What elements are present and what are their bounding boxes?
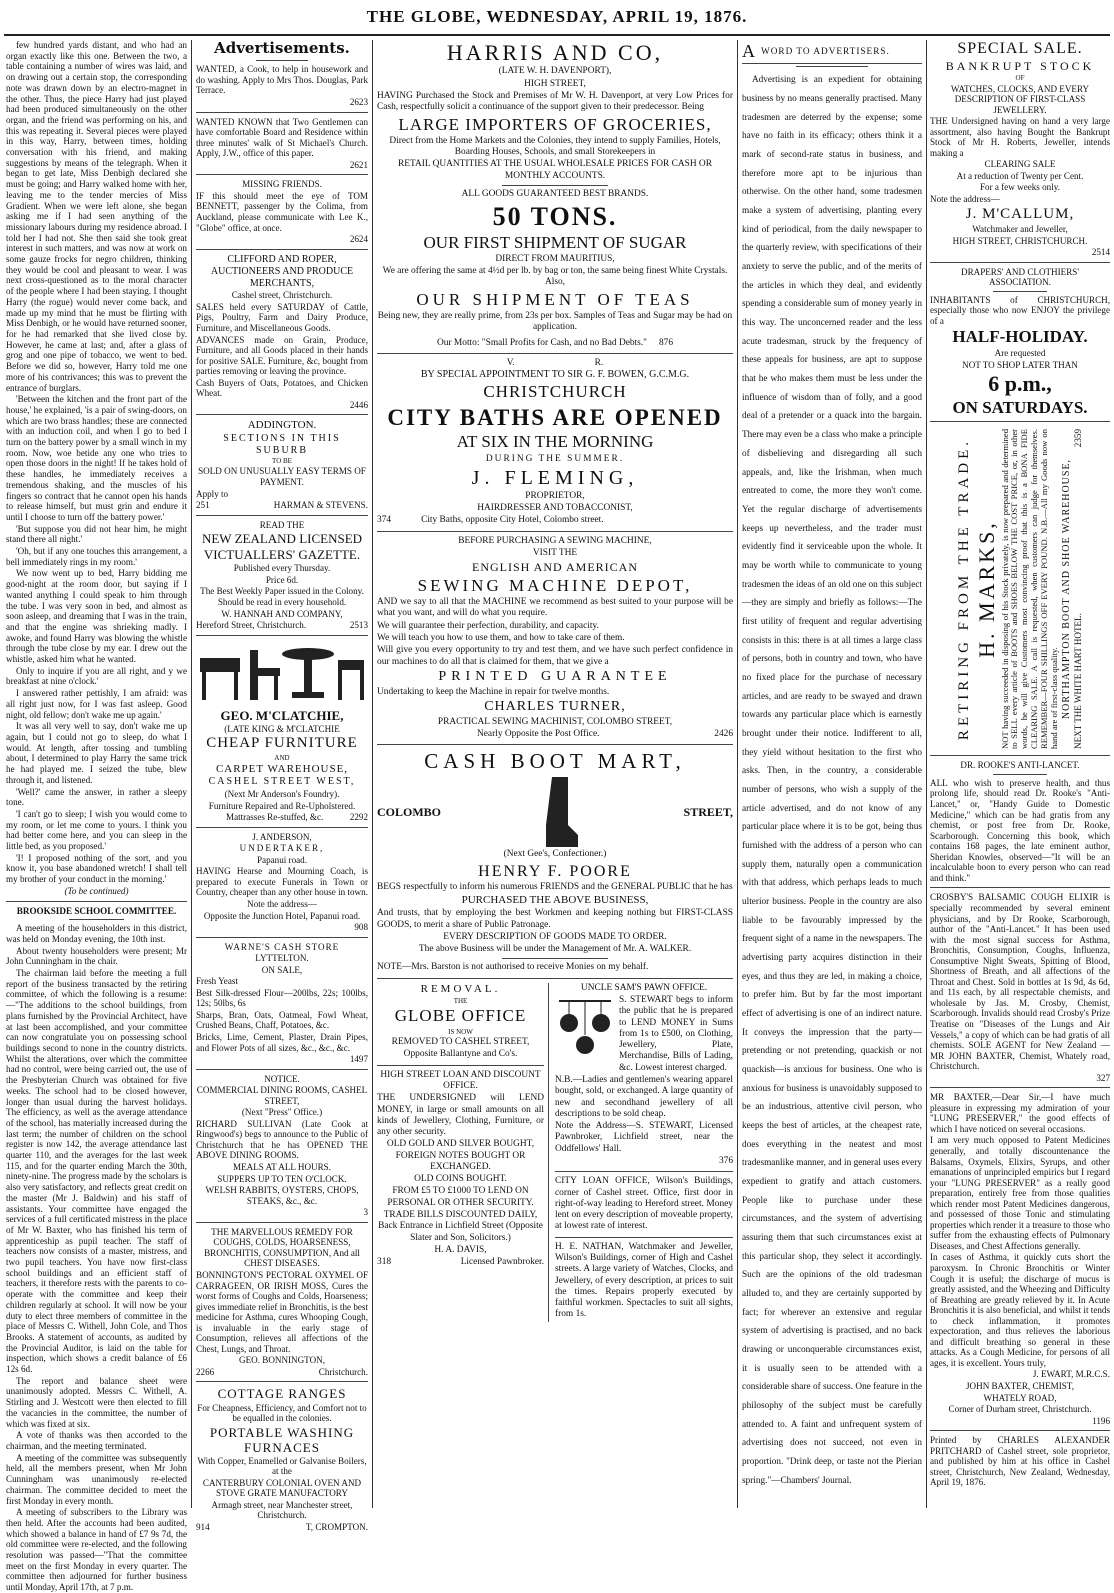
- story-paragraph: Only to inquire if you are all right, and y we breakfast at nine o'clock.': [6, 665, 187, 687]
- brookside-paragraph: A vote of thanks was then accorded to the chairman, and the meeting terminated.: [6, 1430, 187, 1451]
- stewart-body: S. STEWART begs to inform the public that he is prepared to LEND MONEY in Sums from 1s to £500, on Clothing, Jewellery, Plate, Merchandise, Bills of Lading, &c. Lowest interest charged.: [619, 995, 733, 1073]
- ad-number: 1497: [349, 1054, 368, 1065]
- brookside-paragraph: About twenty householders were present; Mr John Cunningham in the chair.: [6, 945, 187, 967]
- every-description: EVERY DESCRIPTION OF GOODS MADE TO ORDER.: [443, 931, 667, 942]
- drapers-association: DRAPERS' AND CLOTHIERS' ASSOCIATION.: [961, 266, 1079, 288]
- column-rule: [737, 40, 738, 1508]
- geo-repaired: Furniture Repaired and Re-Upholstered.: [208, 800, 356, 811]
- ewart: J. EWART, M.R.C.S.: [1032, 1369, 1110, 1380]
- sewing-machine-depot: SEWING MACHINE DEPOT,: [417, 575, 693, 595]
- brookside-paragraph: The report and balance sheet were unanimously adopted. Messrs C. Withell, A. Stirling and J. Westcott were then elected to fill the vacancies in the committee, the number of which was fixed at six.: [6, 1375, 187, 1429]
- story-paragraph: I answered rather pettishly, I am afraid: was all right just now, for I was fast asleep. Good night, old fellow; don't wake me up again.': [6, 688, 187, 720]
- uncle-sam-pawn: UNCLE SAM'S PAWN OFFICE.: [580, 982, 708, 993]
- all-goods-guaranteed: ALL GOODS GUARANTEED BEST BRANDS.: [461, 189, 649, 200]
- addington-sections: SECTIONS IN THIS SUBURB: [223, 433, 341, 456]
- furniture-illustration: [196, 640, 368, 704]
- cheap-furniture: CHEAP FURNITURE: [206, 735, 358, 752]
- cottage-ranges: COTTAGE RANGES: [217, 1386, 347, 1402]
- undersigned-lend: THE UNDERSIGNED will LEND MONEY, in large or small amounts on all kinds of Jewellery, Clothing, Furniture, or any other security.: [377, 1093, 544, 1138]
- nz-gazette-published: Published every Thursday.: [233, 563, 331, 574]
- ad-number: 1196: [1092, 1415, 1110, 1426]
- trade-bills: TRADE BILLS DISCOUNTED DAILY, Back Entrance in Lichfield Street (Opposite Slater and Son, Solicitors.): [378, 1210, 543, 1243]
- warne-item: Bricks, Lime, Cement, Plaster, Drain Pipes, and Flower Pots of all sizes, &c., &c., &c.: [196, 1032, 368, 1053]
- special-sale: SPECIAL SALE.: [957, 40, 1083, 57]
- missing-friends-title: MISSING FRIENDS.: [242, 179, 322, 190]
- h-marks: H. MARKS,: [974, 520, 1000, 658]
- before-purchasing: BEFORE PURCHASING A SEWING MACHINE,: [458, 535, 652, 546]
- undersigned-body: THE Undersigned having on hand a very large assortment, also having Bought the Bankrupt Stock of Mr H. Roberts, Jeweller, intends making a: [930, 116, 1110, 158]
- boot-icon: [544, 775, 580, 849]
- ad-number: 327: [1096, 1072, 1110, 1083]
- teas-sub: Being new, they are really prime, from 23s per box. Samples of Teas and Sugar may be had on application.: [377, 311, 733, 333]
- purchased-above: PURCHASED THE ABOVE BUSINESS,: [461, 894, 649, 907]
- few-weeks: For a few weeks only.: [980, 182, 1060, 193]
- ad-number: 908: [354, 922, 368, 933]
- removed-to: REMOVED TO CASHEL STREET,: [391, 1037, 530, 1048]
- anderson-title: UNDERTAKER,: [239, 843, 325, 854]
- pawnbroker-balls-icon: [555, 995, 615, 1057]
- newspaper-masthead-title: THE GLOBE, WEDNESDAY, APRIL 19, 1876.: [366, 7, 748, 26]
- ad-number: 376: [718, 1155, 733, 1166]
- special-appointment: BY SPECIAL APPOINTMENT TO SIR G. F. BOWEN, G.C.M.G.: [420, 369, 690, 381]
- clifford-title: CLIFFORD AND ROPER,: [227, 253, 337, 265]
- ad-number: 251: [196, 500, 210, 511]
- masthead: [0, 0, 1114, 38]
- cottage-sub: For Cheapness, Efficiency, and Comfort not to be equalled in the colonies.: [197, 1402, 367, 1424]
- removal-the: THE: [453, 996, 468, 1005]
- column-story: [6, 40, 187, 1593]
- direct-from-home: Direct from the Home Markets and the Colonies, they intend to supply Families, Hotels, Boarding Houses, Schools, and small Storekeepers in: [389, 135, 721, 158]
- printers-imprint: Printed by CHARLES ALEXANDER PRITCHARD of Cashel street, sole proprietor, and published by him at his office in Cashel street, Christchurch, New Zealand, Wednesday, April 19, 1876.: [930, 1435, 1110, 1488]
- brookside-title: BROOKSIDE SCHOOL COMMITTEE.: [16, 905, 177, 916]
- warne-item: Fresh Yeast: [196, 976, 238, 987]
- ad-number: 2266: [196, 1366, 215, 1377]
- warne-on-sale: ON SALE,: [261, 964, 303, 975]
- commercial-next: (Next "Press" Office.): [241, 1107, 323, 1118]
- addington-title: ADDINGTON.: [247, 419, 317, 432]
- on-saturdays: ON SATURDAYS.: [952, 397, 1088, 417]
- are-requested: Are requested: [994, 348, 1046, 359]
- mccallum-address: HIGH STREET, CHRISTCHURCH.: [952, 235, 1088, 246]
- ad-number: 2426: [714, 728, 733, 739]
- vr-r: R.: [594, 357, 604, 368]
- mccallum-sub: Watchmaker and Jeweller,: [972, 223, 1068, 234]
- harris-title: HARRIS AND CO,: [446, 40, 664, 65]
- bonnington-body: BONNINGTON'S PECTORAL OXYMEL OF CARRAGEEN, OR IRISH MOSS, Cures the worst forms of Coughs and Colds, Hoarseness; gives immediate relief in Bronchitis, is the best medicine for Asthma, cures Whooping Cough, is invaluable in the early stage of Consumption, relieves all affections of the Chest, Lungs, and Throat.: [196, 1269, 368, 1354]
- ad-number: 2621: [349, 159, 368, 170]
- clifford-body: SALES held every SATURDAY of Cattle, Pigs, Poultry, Farm and Dairy Produce, Furniture, and Miscellaneous Goods.: [196, 301, 368, 334]
- street: STREET,: [683, 805, 733, 820]
- crompton: T, CROMPTON.: [305, 1522, 368, 1533]
- story-paragraph: It was all very well to say, don't wake me up again, but I could not go to sleep, do what I would. At length, after tossing and tumbling about, I determined to play Harry the same trick he had played me. I seized the tube, blew through it, and listened.: [6, 721, 187, 785]
- not-to-shop: NOT TO SHOP LATER THAN: [962, 359, 1078, 370]
- story-paragraph: 'Oh, but if any one touches this arrangement, a bell immediately rings in my room.': [6, 546, 187, 567]
- opposite-ballantyne: Opposite Ballantyne and Co's.: [403, 1049, 518, 1060]
- during-summer: DURING THE SUMMER.: [485, 453, 625, 464]
- sewing-body-4: Will give you every opportunity to try and test them, and we have such perfect confidence in our machines to do all that is claimed for them, that we give a: [377, 645, 733, 667]
- high-street-loan: HIGH STREET LOAN AND DISCOUNT OFFICE.: [380, 1069, 541, 1091]
- fleming-address: City Baths, opposite City Hotel, Colombo street.: [421, 515, 604, 526]
- story-paragraph: 'I can't go to sleep; I wish you would come to my room, or let me come to yours. I think you had better come here, and you can sleep in the little bed, as you proposed.': [6, 808, 187, 852]
- clifford-subtitle: AUCTIONEERS AND PRODUCE MERCHANTS,: [210, 266, 354, 289]
- geo-mattress: Mattrasses Re-stuffed, &c.: [226, 812, 324, 823]
- visit-the: VISIT THE: [532, 548, 578, 559]
- sewing-body-1: AND we say to all that the MACHINE we recommend as best suited to your purpose will be what you want, and will do what you require.: [377, 597, 733, 619]
- harris-street: HIGH STREET,: [524, 78, 586, 89]
- story-paragraph: 'I! I proposed nothing of the sort, and you know it, you base abandoned wretch! I shall tell my brother of your conduct in the morning.': [6, 852, 187, 885]
- column-advertisements: [196, 39, 368, 1533]
- northampton-warehouse: NORTHAMPTON BOOT AND SHOE WAREHOUSE,: [1060, 458, 1072, 719]
- shipment-of-sugar: OUR FIRST SHIPMENT OF SUGAR: [423, 232, 687, 252]
- portable-sub: With Copper, Enamelled or Galvanise Boilers, at the: [197, 1455, 367, 1477]
- anderson-name: J. ANDERSON,: [252, 831, 312, 842]
- addington-sold: SOLD ON UNUSUALLY EASY TERMS OF PAYMENT.: [198, 466, 366, 487]
- column-rule: [191, 40, 192, 1508]
- serial-story: [6, 40, 187, 885]
- next-white-hart: NEXT THE WHITE HART HOTEL.: [1073, 612, 1084, 749]
- advertisements-heading: Advertisements.: [214, 39, 350, 57]
- clearing-sale: CLEARING SALE: [984, 159, 1056, 170]
- warne-location: LYTTELTON.: [255, 953, 309, 964]
- ad-number: 2513: [349, 620, 368, 631]
- mccallum: J. M'CALLUM,: [965, 205, 1075, 222]
- stewart-nb: N.B.—Ladies and gentlemen's wearing apparel bought, sold, or exchanged. A large quantity of new and secondhand jewellery of all descriptions to be sold cheap.: [555, 1075, 733, 1119]
- carpet-warehouse: CARPET WAREHOUSE,: [215, 762, 349, 775]
- masthead-rule: [4, 34, 1110, 36]
- nz-gazette-price: Price 6d.: [265, 574, 299, 585]
- harris-late: (LATE W. H. DAVENPORT),: [498, 66, 612, 77]
- welsh-rabbits: WELSH RABBITS, OYSTERS, CHOPS, STEAKS, &c., &c.: [205, 1185, 359, 1206]
- brookside-paragraph: A meeting of subscribers to the Library was then held. After the accounts had been audited, which showed a balance in hand of £7 9s 7d, the old committee were re-elected, and the following resolution was passed—"That the committee meet on the first Monday in every quarter. The committee then adjourned for further business until Monday, April 17th, at 7 p.m.: [6, 1507, 187, 1593]
- brookside-paragraph: A meeting of the committee was subsequently held, all the members present, when Mr John Cunningham was unanimously re-elected chairman. The committee decided to meet the first Monday in every month.: [6, 1452, 187, 1506]
- walker: The above Business will be under the Management of Mr. A. WALKER.: [418, 944, 692, 955]
- direct-from-mauritius: DIRECT FROM MAURITIUS,: [495, 253, 615, 264]
- commercial-dining: COMMERCIAL DINING ROOMS, CASHEL STREET,: [196, 1085, 368, 1106]
- christchurch: CHRISTCHURCH: [483, 382, 627, 402]
- note-address: Note the address—: [930, 194, 1000, 205]
- large-importers: LARGE IMPORTERS OF GROCERIES,: [398, 114, 712, 134]
- ad-number: 2623: [349, 97, 368, 108]
- ad-number: 876: [658, 337, 673, 348]
- motto: Our Motto: "Small Profits for Cash, and no Bad Debts.": [437, 337, 647, 348]
- nearly-opposite: Nearly Opposite the Post Office.: [477, 728, 600, 739]
- clifford-body-2: ADVANCES made on Grain, Produce, Furniture, and all Goods placed in their hands for positive SALE. Furniture, &c, bought from parties removing or leaving the province.: [196, 334, 368, 377]
- sewing-body-2: We will guarantee their perfection, durability, and capacity.: [377, 620, 599, 631]
- sugar-offering: We are offering the same at 4½d per lb. by bag or ton, the same being finest White Crystals. Also,: [382, 266, 728, 288]
- brookside-paragraph: The chairman laid before the meeting a full report of the business transacted by the retiring committee, of which the following is a resume:—"The additions to the school buildings, from plans furnished by the Provincial Architect, have at last been accomplished, and your committee can now congratulate you on possessing school buildings second to none in the country districts. Whilst the alterations, over which the committee had no control, were being carried out, the use of the Presbyterian Church was obtained for five weeks. The school had to be closed however, longer than usual during the harvest holidays. The efficiency, as well as the average attendance of the school, has materially increased during the last term; the number of children on the school register is now 142, the average attendance last quarter 110, and the averages for the last week 115, and for the quarter ending March the 30th, ninety-nine. The progress made by the scholars is also very satisfactory, and reflects great credit on the master (Mr J. Baldwin) and his staff of assistants. Your committee have engaged the services of a full certificated mistress in the place of Mr W. Baxter, who has finished his term of apprenticeship as pupil teacher. The staff of teachers now consists of a master, mistress, and two pupil teachers. You have now first-class school buildings and an efficient staff of teachers, it therefore rests with the parents to co-operate with the committee and keep their children regularly at school. It will now be your duty to elect three members of committee in the place of Messrs C. Withell, John Cole, and Thos Brooks. A statement of accounts, as audited by the Provincial Auditor, is laid on the table for inspection, which shows a credit balance of £6 12s 6d.: [6, 968, 187, 1375]
- nz-gazette-address: Hereford Street, Christchurch.: [196, 620, 307, 631]
- retiring-from-trade-ad: [930, 426, 1110, 751]
- story-paragraph: 'Well?' came the answer, in rather a sleepy tone.: [6, 786, 187, 808]
- j-fleming: J. FLEMING,: [471, 466, 639, 489]
- ad-number: 2514: [1091, 247, 1110, 258]
- anderson-body: HAVING Hearse and Mourning Coach, is prepared to execute Funerals in Town or Country, cheaper than any other house in town.: [196, 866, 368, 898]
- charles-turner: CHARLES TURNER,: [484, 698, 626, 714]
- watches-clocks: WATCHES, CLOCKS, AND EVERY DESCRIPTION OF FIRST-CLASS JEWELLERY.: [950, 83, 1090, 115]
- anderson-address: Papanui road.: [256, 854, 307, 865]
- clifford-body-3: Cash Buyers of Oats, Potatoes, and Chicken Wheat.: [196, 377, 368, 399]
- clifford-address: Cashel street, Christchurch.: [231, 290, 333, 301]
- column-rule: [926, 40, 927, 1508]
- harris-body: HAVING Purchased the Stock and Premises of Mr W. H. Davenport, at very Low Prices for Cash, respectfully solicit a continuance of the support given to their predecessor. Being: [377, 90, 733, 113]
- advertisers-article: [742, 71, 922, 1490]
- read-the: READ THE: [259, 519, 305, 530]
- advertisers-paragraph: Advertising is an expedient for obtaining business by no means generally practised. Many tradesmen are deterred by the expense; some have no faith in its efficacy; others think it a mark of second-rate status in business, and therefore more apt to be injurious than otherwise. On the other hand, some tradesmen make a system of advertising, planting every kind of periodical, from the daily newspaper to the quarterly review, with specifications of their anxiety to serve the public, and of the merits of the articles in which they deal, and evidently spending a considerable sum of money yearly in this way. The unconcerned reader and the less acute tradesman, struck by the frequency of these appeals for business, are apt to suppose that he who makes them must be less under the influence of wisdom than of folly, and a good deal of a pretender or a quack into the bargain. There may even be a class who make a principle of disbelieving and disregarding all such appeals, and, like the Irishman, when much entreated to come, the more they won't come. Yet the regular discharge of advertisements keeps up nevertheless, and the trader must evidently find it serviceable upon the whole. It may be worth while to communicate to young tradesmen the ideas of an old one on this subject—they are simply and briefly as follows:—The first utility of frequent and regular advertising consists in this: there is at all times a large class of persons, both in country and town, who have no fixed place for the purchase of necessary articles, and are ready to be swayed and drawn towards any particular place which is earnestly brought under their notice. Indifferent to all, they yield without hesitation to the first who asks. Then, in the country, a considerable number of persons, who wish a supply of the article advertised, and do not know of any particular place where it is to be got, being thus furnished with the address of a person who can supply them, naturally open a communication with that address, which perhaps leads to much ulterior business. People in the country are also liable to be favourably impressed by the frequent sight of a name in the newspapers. The advertising party acquires distinction in their eyes, and thus they are led, in making a choice, to prefer him. But by far the most important effect of advertising is one of an indirect nature. It conveys the impression that the party—pretending or not pretending, quackish or not quackish—is anxious for business. One who is anxious for business is unavoidably supposed to be an industrious, attentive civil person, who keeps the best of articles, at the cheapest rate, does everything in the neatest and most tradesmanlike manner, and in general uses every expedient to gratify and attach customers. People like to purchase under these circumstances, and the system of advertising assuring them that such circumstances exist at this particular shop, they select it accordingly. Such are the opinions of the old tradesman alluded to, and they are certainly supported by fact; for wherever an extensive and regular system of advertising is practised, and no back drawing or unconquerable circumstances exist, it is usually seen to be attended with a considerable share of success. One feature in the philosophy of the subject must be carefully attended to. A faint and unfrequent system of advertising does not succeed, not even in proportion. "Drink deep, or taste not the Pierian spring."—Chambers' Journal.: [742, 75, 922, 1486]
- stewart-note: Note the Address—S. STEWART, Licensed Pawnbroker, Lichfield street, near the Oddfellows' Hall.: [555, 1121, 733, 1154]
- nathan-watchmaker: H. E. NATHAN, Watchmaker and Jeweller, Wilson's Buildings, corner of High and Cashel streets. A large variety of Watches, Clocks, and Jewellery, of every description, at prices to suit the times. Repairs properly executed by faithful workmen. Spectacles to suit all sights, from 1s.: [555, 1241, 733, 1320]
- bankrupt-stock: BANKRUPT STOCK: [945, 58, 1095, 73]
- story-paragraph: 'But suppose you did not hear him, he might stand there all night.': [6, 523, 187, 545]
- portable-furnaces: PORTABLE WASHING FURNACES: [209, 1424, 355, 1455]
- fifty-tons: 50 TONS.: [492, 202, 618, 232]
- nz-gazette-publisher: W. HANNAH AND COMPANY,: [221, 608, 343, 619]
- city-baths-opened: CITY BATHS ARE OPENED: [387, 404, 723, 430]
- geo-late: (LATE KING & M'CLATCHIE: [224, 723, 340, 734]
- to-be-continued: (To be continued): [64, 885, 129, 896]
- geo-next: (Next Mr Anderson's Foundry).: [224, 789, 340, 800]
- marks-body: NOT having succeeded in disposing of his Stock privately, is now prepared and determined to SELL every article of BOOTS and SHOES BELOW THE COST PRICE, or, in other words, he will give Customers most convincing proof that this is a BONA FIDE CLEARING SALE. A call is requested, when customers can judge for themselves. REMEMBER—FOUR SHILLINGS OFF EVERY POUND. N.B.—All my Goods now on hand are of first-class quality.: [999, 428, 1060, 749]
- nz-gazette-title-2: VICTUALLERS' GAZETTE.: [203, 547, 361, 563]
- sullivan-body: RICHARD SULLIVAN (Late Cook at Ringwood's) begs to announce to the Public of Christchurch that he has OPENED THE ABOVE DINING ROOMS.: [196, 1118, 368, 1161]
- baxter-letter-1: MR BAXTER,—Dear Sir,—I have much pleasure in expressing my admiration of your "LUNG PRESERVER," the good effects of which I have noticed on several occasions.: [930, 1092, 1110, 1134]
- geo-and: AND: [274, 753, 290, 762]
- anderson-opposite: Opposite the Junction Hotel, Papanui road.: [203, 910, 361, 921]
- marvellous-remedy: THE MARVELLOUS REMEDY FOR COUGHS, COLDS, HOARSENESS, BRONCHITIS, CONSUMPTION, And all CHEST DISEASES.: [204, 1226, 360, 1269]
- henry-poore: HENRY F. POORE: [478, 862, 632, 880]
- column-special-sale: [930, 40, 1110, 1508]
- cash-boot-mart: CASH BOOT MART,: [424, 749, 686, 774]
- ad-number: 2446: [349, 399, 368, 410]
- brookside-paragraph: A meeting of the householders in this district, was held on Monday evening, the 10th inst.: [6, 923, 187, 944]
- poore-trusts: And trusts, that by employing the best Workmen and keeping nothing but FIRST-CLASS GOODS, to merit a share of Public Patronage.: [377, 908, 733, 930]
- half-holiday: HALF-HOLIDAY.: [952, 327, 1088, 347]
- story-paragraph: We now went up to bed, Harry bidding me good-night at the room door, but saying if I wanted anything I could speak to him through the tube. I was very soon in bed, and almost as soon asleep, and dreaming that I was in the train, and that the engine was shrieking madly. I awoke, and found Harry was blowing the whistle through the tube close by my ear. I drew out the whistle, asked him what he wanted.: [6, 568, 187, 665]
- cashel-street-west: CASHEL STREET WEST,: [208, 776, 356, 788]
- warne-items: [196, 976, 368, 1053]
- ad-number: 914: [196, 1522, 210, 1533]
- retail-quantities: RETAIL QUANTITIES AT THE USUAL WHOLESALE PRICES FOR CASH OR MONTHLY ACCOUNTS.: [398, 159, 712, 181]
- vr-v: V.: [506, 357, 515, 368]
- wanted-known-ad: WANTED KNOWN that Two Gentlemen can have comfortable Board and Residence within three minutes' walk of St Michael's Church. Apply, J.W., office of this paper.: [196, 116, 368, 159]
- crosby-elixir: CROSBY'S BALSAMIC COUGH ELIXIR is specially recommended by several eminent physicians, and by Dr Rooke, Scarborough, author of the "Anti-Lancet." It has been used with the most signal success for Asthma, Bronchitis, Consumption, Coughs, Influenza, Consumptive Night Sweats, Spitting of Blood, Shortness of Breath, and all affections of the Throat and Chest. Sold in bottles at 1s 9d, 4s 6d, and 11s each, by all respectable chemists, and wholesale by Jas. M. Crosby, Chemist, Scarborough. Invalids should read Crosby's Prize Treatise on "Diseases of the Lungs and Air Vessels," a copy of which can be had gratis of all chemists. SOLE AGENT for New Zealand — MR JOHN BAXTER, Chemist, Whately road, Christchurch.: [930, 892, 1110, 1072]
- warne-item: Sharps, Bran, Oats, Oatmeal, Fowl Wheat, Crushed Beans, Chaff, Potatoes, &c.: [196, 1009, 368, 1031]
- is-now: IS NOW: [448, 1027, 473, 1036]
- practical-machinist: PRACTICAL SEWING MACHINIST, COLOMBO STREET,: [437, 716, 673, 727]
- ad-number: 318: [377, 1257, 392, 1268]
- addington-apply: Apply to: [196, 488, 229, 499]
- sewing-body-3: We will teach you how to use them, and how to take care of them.: [377, 632, 625, 643]
- undertaking: Undertaking to keep the Machine in repair for twelve months.: [377, 686, 610, 697]
- davis-name: H. A. DAVIS,: [434, 1244, 487, 1255]
- missing-friends-ad: IF this should meet the eye of TOM BENNETT, passenger by the Colima, from Auckland, please communicate with Lee K., "Globe" office, at once.: [196, 190, 368, 233]
- bonnington-name: GEO. BONNINGTON,: [239, 1355, 325, 1366]
- column-rule: [372, 40, 373, 1508]
- drop-cap-a: A: [742, 41, 755, 61]
- inhabitants: INHABITANTS of CHRISTCHURCH, especially those who now ENJOY the privilege of a: [930, 294, 1110, 326]
- brookside-report: [6, 923, 187, 1593]
- nz-gazette-title-1: NEW ZEALAND LICENSED: [201, 531, 363, 547]
- durham-corner: Corner of Durham street, Christchurch.: [948, 1404, 1092, 1415]
- bonnington-where: Christchurch.: [318, 1366, 368, 1377]
- addington-agent: HARMAN & STEVENS.: [273, 500, 368, 511]
- hairdresser: HAIRDRESSER AND TOBACCONIST,: [477, 503, 633, 514]
- baxter-letter-2: I am very much opposed to Patent Medicines generally, and totally discountenance the Balsams, Oxymels, Elixirs, Syrups, and other emanations of unprincipled empirics but I regard your "LUNG PRESERVER" as a really good preparation, entirely free from those qualities which render most Patent Medicines dangerous, and possessed of those Tonic and stimulating properties which render it a treasure to those who suffer from the exhausting effects of Pulmonary Diseases, and Chest Affections generally.: [930, 1135, 1110, 1251]
- ad-number: 2359: [1073, 428, 1084, 448]
- warne-title: WARNE'S CASH STORE: [224, 941, 340, 952]
- armagh-street: Armagh street, near Manchester street, Christchurch.: [211, 1499, 353, 1521]
- bankrupt-of: OF: [1015, 74, 1025, 83]
- column-main-ads: [377, 40, 733, 1508]
- rooke-body: ALL who wish to preserve health, and thus prolong life, should read Dr. Rooke's "Anti-Lancet," or, "Handy Guide to Domestic Medicine," which can be had gratis from any chemist, or post free from Dr. Rooke, Scarborough. Concerning this book, which contains 168 pages, the late eminent author, Sheridan Knowles, observed—"It will be an incalculable boon to every person who can read and think.": [930, 777, 1110, 883]
- at-six: AT SIX IN THE MORNING: [456, 432, 654, 452]
- addington-to-be: TO BE: [272, 457, 292, 466]
- ad-number: 2624: [349, 234, 368, 245]
- warne-item: Best Silk-dressed Flour—200lbs, 22s; 100lbs, 12s; 50lbs, 6s: [196, 987, 368, 1009]
- whately-road: WHATELY ROAD,: [983, 1392, 1057, 1403]
- ad-number: 374: [377, 515, 392, 526]
- story-paragraph: few hundred yards distant, and who had an organ exactly like this one. Between the two, a table containing a number of wires was laid, and on drawing out a certain stop, the corresponding note was drawn down by an electro-magnet in the other. Thus, the piece Harry had just played had been produced simultaneously on the other organ, and the friend was performing on his, and this was repeating it. Several pieces were played in this way, Harry, between times, holding conversation with his friend, and making suggestions by means of the telegraph. When it began to get late, Miss Denbigh declared she must be going; and Harry walked home with her, leaving me to the tender mercies of Miss Gradient. When we were left alone, she began asking me if I had seen anything of the missionary labours during my residence abroad. I told her I had not. She then said she took great interest in such matters, and was now at work on some gauze frocks for negro children, thinking they would be cool and pleasant to wear. I was next cross-questioned as to the moral character of the people where I had been staying. I thought Harry (the rogue) would never come back, and made up my mind that he must be flirting with Miss Denbigh, or he would have returned sooner, for he had remarked that she lived close by. However, he came at last; and, after a glass of grog and one pipe of tobacco, we went to bed. Before we did so, however, Harry told me one more of his contrivances; this was to prevent the entrance of burglars.: [6, 40, 187, 393]
- from-lend: FROM £5 TO £1000 TO LEND ON PERSONAL OR OTHER SECURITY.: [387, 1186, 534, 1208]
- ad-number: 2292: [349, 812, 368, 823]
- story-paragraph: 'Between the kitchen and the front part of the house,' he explained, 'is a pair of swing-doors, on which are two brass handles; these are connected with an induction coil, and when I go to bed I turn on the battery power by a small winch in my room. Now, woe betide any one who tries to open those doors in the night! If he takes hold of these handles, he immediately receives a tremendous shaking, and the muscles of his fingers so contract that he cannot open his hands to release himself, but must grin and endure it until I choose to turn off the battery power.': [6, 394, 187, 522]
- nz-gazette-best: The Best Weekly Paper issued in the Colony. Should be read in every household.: [200, 586, 364, 607]
- six-pm: 6 p.m.,: [988, 371, 1052, 397]
- ad-number: 3: [363, 1207, 368, 1218]
- geo-mcclatchie-title: GEO. M'CLATCHIE,: [220, 707, 344, 723]
- baxter-letter-3: In cases of Asthma, it quickly cuts short the paroxysm. In Chronic Bronchitis or Winter Cough it is useful; the discharge of mucus is greatly assisted, and the Wheezing and Difficulty of Breathing are greatly relieved by it. In Acute Bronchitis it is also beneficial, and whilst it tends to check inflammation, it promotes expectoration, and thus relieves the laborious and difficult breathing so general in these attacks. As a Cough Medicine, for persons of all ages, it is excellent. Yours truly,: [930, 1252, 1110, 1368]
- davis-title: Licensed Pawnbroker.: [460, 1257, 544, 1268]
- word-to-advertisers-title: WORD TO ADVERTISERS.: [761, 46, 890, 57]
- removal: REMOVAL.: [420, 982, 501, 995]
- retiring-from-trade: RETIRING FROM THE TRADE.: [956, 437, 973, 740]
- city-loan-office: CITY LOAN OFFICE, Wilson's Buildings, corner of Cashel street. Office, first door in right-of-way leading to Hereford street. Money lent on every description of moveable property, at lowest rate of interest.: [555, 1176, 733, 1232]
- proprietor: PROPRIETOR,: [525, 490, 585, 501]
- notice-title: NOTICE.: [264, 1073, 300, 1084]
- rooke-title: DR. ROOKE'S ANTI-LANCET.: [960, 760, 1080, 771]
- baxter-chemist: JOHN BAXTER, CHEMIST,: [966, 1381, 1074, 1392]
- canterbury-oven: CANTERBURY COLONIAL OVEN AND STOVE GRATE MANUFACTORY: [202, 1477, 362, 1499]
- old-coins: OLD COINS BOUGHT.: [414, 1174, 507, 1185]
- barston-note: NOTE—Mrs. Barston is not authorised to receive Monies on my behalf.: [377, 962, 649, 973]
- next-gee: (Next Gee's, Confectioner.): [503, 849, 607, 860]
- globe-office: GLOBE OFFICE: [394, 1006, 527, 1026]
- reduction: At a reduction of Twenty per Cent.: [956, 170, 1084, 181]
- shipment-of-teas: OUR SHIPMENT OF TEAS: [416, 289, 694, 309]
- wanted-cook-ad: WANTED, a Cook, to help in housework and do washing. Apply to Mrs Thos. Douglas, Park Terrace.: [196, 64, 368, 96]
- poore-body: BEGS respectfully to inform his numerous FRIENDS and the GENERAL PUBLIC that he has: [377, 881, 733, 892]
- suppers: SUPPERS UP TO TEN O'CLOCK.: [217, 1173, 347, 1184]
- old-gold: OLD GOLD AND SILVER BOUGHT, FOREIGN NOTES BOUGHT OR EXCHANGED.: [386, 1139, 535, 1172]
- meals: MEALS AT ALL HOURS.: [232, 1162, 332, 1173]
- colombo: COLOMBO: [377, 805, 442, 820]
- anderson-note: Note the address—: [247, 899, 317, 909]
- column-word-to-advertisers: [742, 40, 922, 1508]
- printed-guarantee: PRINTED GUARANTEE: [438, 668, 672, 684]
- english-american: ENGLISH AND AMERICAN: [471, 560, 638, 575]
